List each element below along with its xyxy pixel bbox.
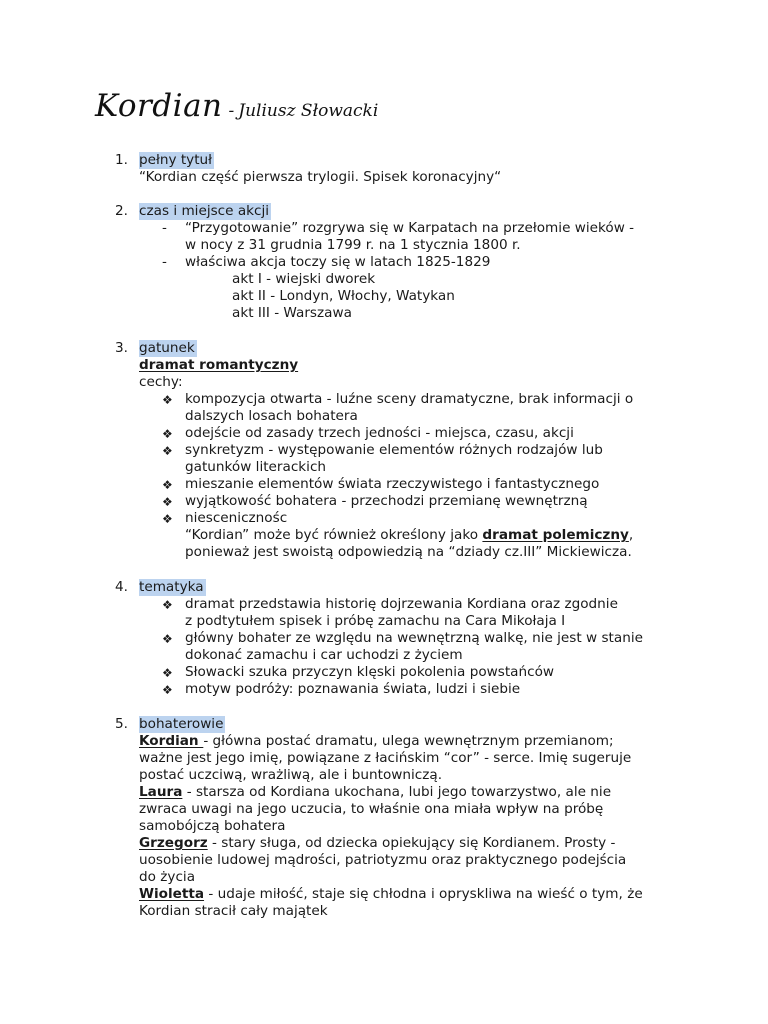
character-description: samobójczą bohatera xyxy=(139,818,286,834)
character-name: Grzegorz xyxy=(139,835,208,851)
genre-note-emphasis: dramat polemiczny xyxy=(482,527,629,543)
list-item: Słowacki szuka przyczyn klęski pokolenia powstańców xyxy=(185,664,555,680)
bullet-icon: ❖ xyxy=(162,393,173,407)
title-author: Juliusz Słowacki xyxy=(238,101,379,121)
act-item: akt II - Londyn, Włochy, Watykan xyxy=(232,288,455,304)
character-description: - główna postać dramatu, ulega wewnętrznym przemianom; xyxy=(203,733,614,749)
character-description: Kordian stracił cały majątek xyxy=(139,903,328,919)
list-item: “Przygotowanie” rozgrywa się w Karpatach na przełomie wieków - xyxy=(185,220,635,236)
character-kordian xyxy=(139,733,614,750)
section-number: 2. xyxy=(115,203,128,219)
dash-marker: - xyxy=(162,220,167,236)
character-name: Wioletta xyxy=(139,886,205,902)
bullet-icon: ❖ xyxy=(162,427,173,441)
list-item: niescenicznośc xyxy=(185,510,288,526)
act-item: akt III - Warszawa xyxy=(232,305,352,321)
list-item: dalszych losach bohatera xyxy=(185,408,358,424)
character-description: - udaje miłość, staje się chłodna i opryskliwa na wieść o tym, że xyxy=(204,886,643,902)
list-item: wyjątkowość bohatera - przechodzi przemianę wewnętrzną xyxy=(185,493,588,509)
character-description: uosobienie ludowej mądrości, patriotyzmu oraz praktycznego podejścia xyxy=(139,852,627,868)
list-item: kompozycja otwarta - luźne sceny dramatyczne, brak informacji o xyxy=(185,391,634,407)
list-item: mieszanie elementów świata rzeczywistego i fantastycznego xyxy=(185,476,600,492)
bullet-icon: ❖ xyxy=(162,598,173,612)
character-description: - starsza od Kordiana ukochana, lubi jego towarzystwo, ale nie xyxy=(182,784,612,800)
bullet-icon: ❖ xyxy=(162,683,173,697)
section-number: 3. xyxy=(115,340,128,356)
list-item: z podtytułem spisek i próbę zamachu na Cara Mikołaja I xyxy=(185,613,566,629)
section-heading: czas i miejsce akcji xyxy=(139,203,270,219)
full-title-text: “Kordian część pierwsza trylogii. Spisek koronacyjny“ xyxy=(139,169,502,185)
character-grzegorz xyxy=(139,835,615,852)
character-name: Kordian xyxy=(139,733,204,749)
title-main: Kordian xyxy=(95,88,223,124)
list-item: gatunków literackich xyxy=(185,459,327,475)
character-description: do życia xyxy=(139,869,196,885)
bullet-icon: ❖ xyxy=(162,444,173,458)
list-item: główny bohater ze względu na wewnętrzną walkę, nie jest w stanie xyxy=(185,630,643,646)
bullet-icon: ❖ xyxy=(162,512,173,526)
genre-note-comma: , xyxy=(628,527,634,543)
bullet-icon: ❖ xyxy=(162,632,173,646)
genre-subheading: dramat romantyczny xyxy=(139,357,299,373)
genre-note-line2: ponieważ jest swoistą odpowiedzią na “dziady cz.III” Mickiewicza. xyxy=(185,544,632,560)
section-number: 1. xyxy=(115,152,128,168)
character-description: zwraca uwagi na jego uczucia, to właśnie ona miała wpływ na próbę xyxy=(139,801,604,817)
character-laura xyxy=(139,784,611,801)
section-number: 5. xyxy=(115,716,128,732)
list-item: synkretyzm - występowanie elementów różnych rodzajów lub xyxy=(185,442,603,458)
genre-note xyxy=(185,527,633,544)
character-description: ważne jest jego imię, powiązane z łacińskim “cor” - serce. Imię sugeruje xyxy=(139,750,632,766)
character-description: - stary sługa, od dziecka opiekujący się Kordianem. Prosty - xyxy=(207,835,616,851)
list-item: odejście od zasady trzech jedności - miejsca, czasu, akcji xyxy=(185,425,574,441)
list-item: w nocy z 31 grudnia 1799 r. na 1 stycznia 1800 r. xyxy=(185,237,521,253)
list-item: dokonać zamachu i car uchodzi z życiem xyxy=(185,647,463,663)
list-item: dramat przedstawia historię dojrzewania Kordiana oraz zgodnie xyxy=(185,596,618,612)
genre-note-text: “Kordian” może być również określony jako xyxy=(185,527,483,543)
bullet-icon: ❖ xyxy=(162,666,173,680)
section-heading: pełny tytuł xyxy=(139,152,213,168)
character-name: Laura xyxy=(139,784,183,800)
section-number: 4. xyxy=(115,579,128,595)
section-heading: bohaterowie xyxy=(139,716,224,732)
title-separator: - xyxy=(228,101,235,121)
act-item: akt I - wiejski dworek xyxy=(232,271,376,287)
list-item: motyw podróży: poznawania świata, ludzi i siebie xyxy=(185,681,521,697)
character-description: postać uczciwą, wrażliwą, ale i buntowniczą. xyxy=(139,767,443,783)
list-item: właściwa akcja toczy się w latach 1825-1829 xyxy=(185,254,491,270)
bullet-icon: ❖ xyxy=(162,478,173,492)
document-title xyxy=(95,88,378,124)
dash-marker: - xyxy=(162,254,167,270)
section-heading: tematyka xyxy=(139,579,204,595)
character-wioletta xyxy=(139,886,643,903)
section-heading: gatunek xyxy=(139,340,195,356)
features-label: cechy: xyxy=(139,374,183,390)
bullet-icon: ❖ xyxy=(162,495,173,509)
